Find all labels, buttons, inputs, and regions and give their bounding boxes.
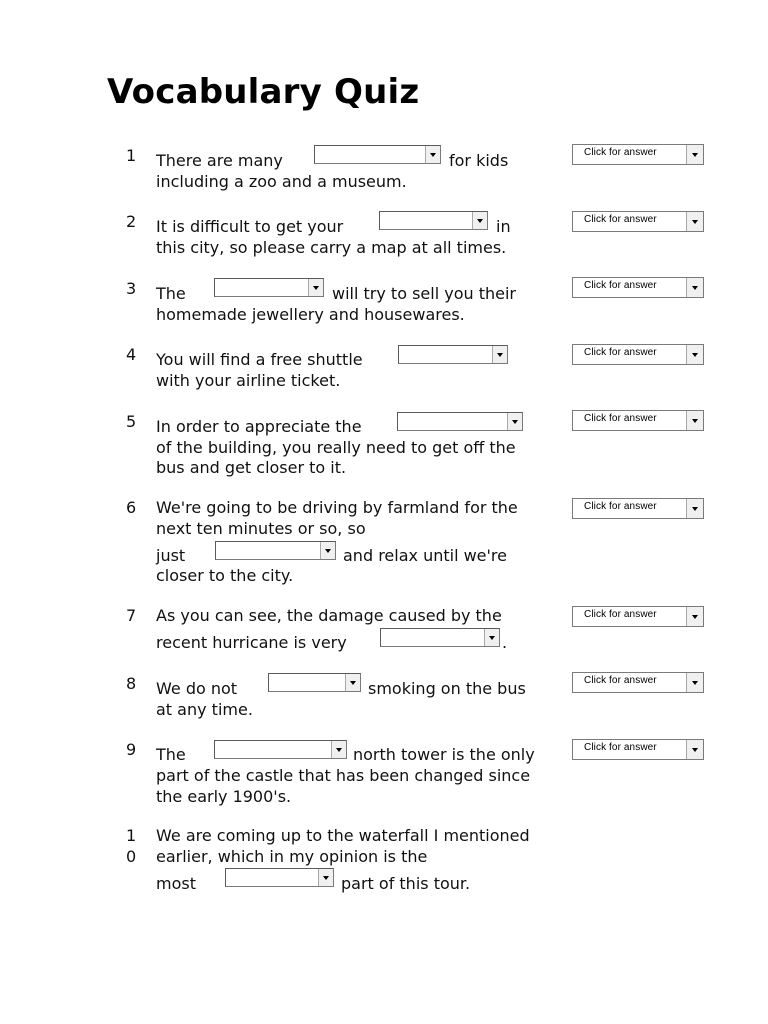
question-text: We do not: [156, 679, 238, 698]
click-for-answer-6[interactable]: Click for answer: [572, 498, 704, 519]
question-number: 2: [126, 212, 137, 231]
click-for-answer-7[interactable]: Click for answer: [572, 606, 704, 627]
question-text: The: [156, 284, 186, 303]
chevron-down-icon: [484, 629, 499, 646]
answer-dropdown-6[interactable]: [215, 541, 336, 560]
question-text: and relax until we're: [343, 546, 507, 565]
question-text: with your airline ticket.: [156, 371, 341, 390]
answer-dropdown-1[interactable]: [314, 145, 441, 164]
chevron-down-icon: [686, 499, 703, 518]
question-text: The: [156, 745, 186, 764]
question-number: 8: [126, 674, 137, 693]
answer-dropdown-4[interactable]: [398, 345, 508, 364]
click-for-answer-9[interactable]: Click for answer: [572, 739, 704, 760]
chevron-down-icon: [472, 212, 487, 229]
question-text: of the building, you really need to get off the: [156, 438, 516, 457]
question-text: In order to appreciate the: [156, 417, 362, 436]
question-number: 9: [126, 740, 137, 759]
question-text: We're going to be driving by farmland for the: [156, 498, 518, 517]
question-text: next ten minutes or so, so: [156, 519, 366, 538]
question-text: We are coming up to the waterfall I mentioned: [156, 826, 530, 845]
chevron-down-icon: [686, 212, 703, 231]
click-for-answer-5[interactable]: Click for answer: [572, 410, 704, 431]
question-text: There are many: [156, 151, 283, 170]
question-text: recent hurricane is very: [156, 633, 347, 652]
question-text: will try to sell you their: [332, 284, 516, 303]
click-for-answer-2[interactable]: Click for answer: [572, 211, 704, 232]
question-number: 1: [126, 146, 137, 165]
chevron-down-icon: [425, 146, 440, 163]
answer-dropdown-3[interactable]: [214, 278, 324, 297]
click-for-answer-4[interactable]: Click for answer: [572, 344, 704, 365]
question-text: the early 1900's.: [156, 787, 292, 806]
question-text: in: [496, 217, 511, 236]
chevron-down-icon: [686, 607, 703, 626]
chevron-down-icon: [686, 740, 703, 759]
question-number: 3: [126, 279, 137, 298]
chevron-down-icon: [686, 673, 703, 692]
chevron-down-icon: [686, 345, 703, 364]
answer-dropdown-5[interactable]: [397, 412, 523, 431]
chevron-down-icon: [331, 741, 346, 758]
question-text: You will find a free shuttle: [156, 350, 363, 369]
question-number: 10: [126, 826, 137, 866]
answer-dropdown-7[interactable]: [380, 628, 500, 647]
question-text: just: [156, 546, 186, 565]
question-number: 7: [126, 606, 137, 625]
page-title: Vocabulary Quiz: [107, 72, 420, 112]
question-text: including a zoo and a museum.: [156, 172, 407, 191]
question-text: most: [156, 874, 196, 893]
chevron-down-icon: [492, 346, 507, 363]
question-text: this city, so please carry a map at all times.: [156, 238, 507, 257]
chevron-down-icon: [320, 542, 335, 559]
question-text: It is difficult to get your: [156, 217, 344, 236]
question-text: part of the castle that has been changed since: [156, 766, 531, 785]
answer-dropdown-9[interactable]: [214, 740, 347, 759]
chevron-down-icon: [686, 278, 703, 297]
question-text: smoking on the bus: [368, 679, 526, 698]
click-for-answer-3[interactable]: Click for answer: [572, 277, 704, 298]
chevron-down-icon: [308, 279, 323, 296]
click-for-answer-8[interactable]: Click for answer: [572, 672, 704, 693]
chevron-down-icon: [345, 674, 360, 691]
question-number: 6: [126, 498, 137, 517]
answer-dropdown-8[interactable]: [268, 673, 361, 692]
chevron-down-icon: [507, 413, 522, 430]
question-text: homemade jewellery and housewares.: [156, 305, 465, 324]
question-text: As you can see, the damage caused by the: [156, 606, 502, 625]
question-text: for kids: [449, 151, 509, 170]
question-number: 4: [126, 345, 137, 364]
chevron-down-icon: [318, 869, 333, 886]
click-for-answer-1[interactable]: Click for answer: [572, 144, 704, 165]
question-text: closer to the city.: [156, 566, 294, 585]
question-text: at any time.: [156, 700, 253, 719]
answer-dropdown-2[interactable]: [379, 211, 488, 230]
question-text: earlier, which in my opinion is the: [156, 847, 428, 866]
question-text: north tower is the only: [353, 745, 535, 764]
question-text: part of this tour.: [341, 874, 471, 893]
question-number: 5: [126, 412, 137, 431]
question-text: .: [502, 633, 508, 652]
answer-dropdown-10[interactable]: [225, 868, 334, 887]
chevron-down-icon: [686, 145, 703, 164]
question-text: bus and get closer to it.: [156, 458, 347, 477]
chevron-down-icon: [686, 411, 703, 430]
